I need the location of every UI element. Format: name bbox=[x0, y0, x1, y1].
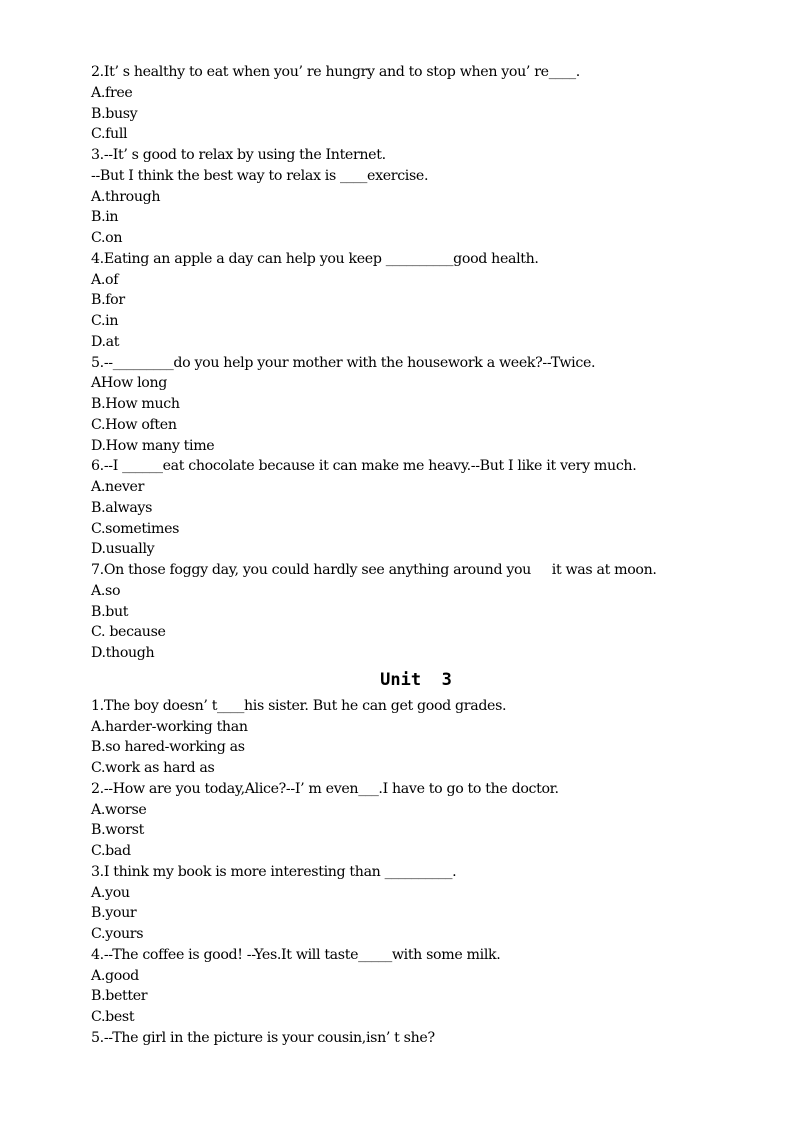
answer-option: A.through bbox=[91, 188, 161, 205]
answer-option: C.best bbox=[91, 1009, 135, 1025]
question-stem: 5.--The girl in the picture is your cousin,isn’ t she? bbox=[91, 1029, 435, 1046]
answer-option: D.though bbox=[91, 645, 155, 661]
answer-option: B.in bbox=[91, 209, 119, 226]
question-stem: 6.--I ______eat chocolate because it can make me heavy.--But I like it very much. bbox=[91, 458, 637, 475]
question-stem: 5.--_________do you help your mother with the housework a week?--Twice. bbox=[91, 354, 596, 371]
answer-option: A.harder-working than bbox=[91, 718, 248, 735]
answer-option: C.on bbox=[91, 230, 123, 246]
answer-option: A.never bbox=[91, 479, 145, 495]
answer-option: C.How often bbox=[91, 416, 177, 433]
answer-option: B.but bbox=[91, 603, 129, 620]
question-block bbox=[91, 779, 741, 862]
answer-option: B.so hared-working as bbox=[91, 739, 245, 756]
question-stem: 3.--It’ s good to relax by using the Internet. bbox=[91, 147, 386, 163]
answer-option: B.How much bbox=[91, 396, 180, 412]
answer-option: C.full bbox=[91, 126, 128, 143]
answer-option: C.bad bbox=[91, 843, 131, 859]
question-section-unit-3 bbox=[91, 696, 741, 1049]
answer-option: B.busy bbox=[91, 105, 138, 122]
answer-option: C.in bbox=[91, 313, 119, 329]
question-block bbox=[91, 945, 741, 1028]
question-block bbox=[91, 862, 741, 945]
question-stem: 2.It’ s healthy to eat when you’ re hungry and to stop when you’ re____. bbox=[91, 64, 580, 80]
answer-option: AHow long bbox=[91, 375, 167, 392]
answer-option: D.How many time bbox=[91, 437, 215, 454]
answer-option: B.for bbox=[91, 292, 125, 309]
answer-option: A.you bbox=[91, 884, 130, 901]
question-block bbox=[91, 456, 741, 560]
question-stem: --But I think the best way to relax is ____exercise. bbox=[91, 167, 429, 184]
question-stem: 4.Eating an apple a day can help you keep __________good health. bbox=[91, 250, 539, 267]
answer-option: C.yours bbox=[91, 926, 144, 942]
question-block bbox=[91, 249, 741, 353]
answer-option: B.better bbox=[91, 988, 148, 1005]
answer-option: A.of bbox=[91, 271, 119, 288]
question-block bbox=[91, 560, 741, 664]
question-stem: 1.The boy doesn’ t____his sister. But he can get good grades. bbox=[91, 697, 507, 714]
question-block bbox=[91, 62, 741, 145]
question-stem: 4.--The coffee is good! --Yes.It will taste_____with some milk. bbox=[91, 946, 501, 963]
answer-option: C.sometimes bbox=[91, 520, 180, 537]
question-block bbox=[91, 696, 741, 779]
question-stem: 7.On those foggy day, you could hardly see anything around you it was at moon. bbox=[91, 562, 657, 578]
answer-option: A.good bbox=[91, 967, 139, 984]
answer-option: A.free bbox=[91, 84, 133, 101]
answer-option: C.work as hard as bbox=[91, 760, 215, 776]
answer-option: D.usually bbox=[91, 541, 155, 558]
answer-option: B.your bbox=[91, 905, 137, 922]
question-section-unit-2 bbox=[91, 62, 741, 664]
unit-heading: Unit 3 bbox=[380, 669, 452, 690]
question-stem: 2.--How are you today,Alice?--I’ m even___.I have to go to the doctor. bbox=[91, 780, 559, 797]
question-block bbox=[91, 353, 741, 457]
answer-option: B.always bbox=[91, 499, 153, 516]
answer-option: D.at bbox=[91, 333, 120, 350]
answer-option: A.worse bbox=[91, 801, 147, 818]
answer-option: C. because bbox=[91, 624, 166, 641]
answer-option: A.so bbox=[91, 582, 121, 599]
question-block bbox=[91, 145, 741, 249]
answer-option: B.worst bbox=[91, 822, 144, 839]
question-stem: 3.I think my book is more interesting than __________. bbox=[91, 863, 457, 880]
question-block bbox=[91, 1028, 741, 1049]
worksheet-page bbox=[91, 62, 741, 1049]
